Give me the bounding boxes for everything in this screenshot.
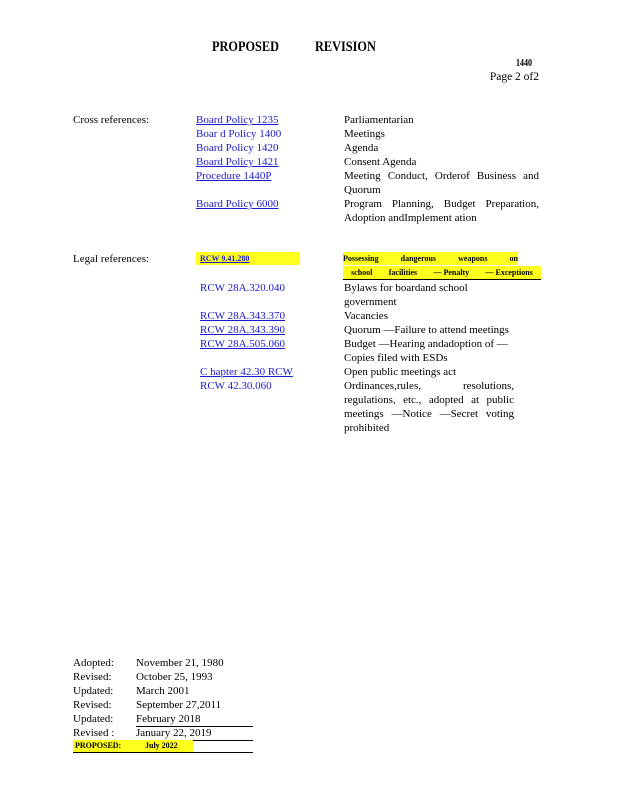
cross-ref-link[interactable]: Board Policy 1235 [196,114,279,126]
cross-ref-link[interactable]: Board Policy 1421 [196,156,279,168]
highlight-word: school [351,268,373,277]
policy-number: 1440 [516,58,532,69]
history-label: Revised : [73,727,115,739]
history-label: PROPOSED: [75,741,122,750]
proposed-row [73,740,253,753]
legal-ref-link[interactable]: RCW 28A.505.060 [200,338,286,350]
cross-ref-link[interactable]: Board Policy 1420 [196,142,279,154]
highlight-word: dangerous [400,254,437,263]
history-label: Updated: [73,713,114,725]
legal-ref-link[interactable]: RCW 28A.320.040 [200,282,286,294]
legal-ref-link[interactable]: RCW 42.30.060 [200,380,272,392]
page-indicator: Page 2 of2 [489,71,539,83]
highlight-word: Possessing [343,254,379,263]
legal-ref-desc: Budget —Hearing andadoption of — Copies filed with ESDs [344,338,508,364]
history-date: July 2022 [145,741,178,750]
cross-references-label: Cross references: [73,114,150,126]
cross-ref-desc: Meetings [344,128,385,140]
highlight-word: facilities [388,268,418,277]
highlighted-desc-line1 [343,252,518,265]
cross-ref-desc: Program Planning, Budget Preparation, Adoption andImplement ation [344,198,539,224]
legal-ref-link[interactable]: RCW 28A.343.370 [200,310,286,322]
legal-references-label: Legal references: [73,253,150,265]
title-proposed: PROPOSED [212,39,279,55]
history-date: September 27,2011 [136,699,222,711]
highlighted-rcw-link[interactable]: RCW 9.41.280 [196,252,300,265]
cross-ref-desc: Agenda [344,142,379,154]
highlight-word: on [509,254,518,263]
legal-ref-link[interactable]: C hapter 42.30 RCW [200,366,293,378]
cross-ref-link[interactable]: Procedure 1440P [196,170,272,182]
legal-ref-desc: Ordinances,rules, resolutions, regulations, etc., adopted at public meetings —Notice —Secret voting prohibited [344,380,514,434]
legal-ref-desc: Open public meetings act [344,366,457,378]
history-date: February 2018 [136,712,253,727]
legal-ref-link[interactable]: RCW 28A.343.390 [200,324,286,336]
history-label: Adopted: [73,657,114,669]
history-date: January 22, 2019 [136,726,253,741]
highlighted-desc-line2 [343,266,541,280]
cross-ref-desc: Meeting Conduct, Orderof Business and Quorum [344,170,539,196]
cross-ref-link[interactable]: Board Policy 6000 [196,198,279,210]
history-label: Revised: [73,671,112,683]
history-label: Updated: [73,685,114,697]
history-date: March 2001 [136,685,190,697]
history-date: October 25, 1993 [136,671,213,683]
highlight-word: weapons [458,254,488,263]
highlight-word: — Penalty [433,268,470,277]
legal-ref-desc: Vacancies [344,310,388,322]
cross-ref-desc: Consent Agenda [344,156,417,168]
cross-ref-desc: Parliamentarian [344,114,414,126]
history-date: November 21, 1980 [136,657,224,669]
highlight-word: — Exceptions [485,268,533,277]
title-revision: REVISION [315,39,376,55]
legal-ref-desc: Bylaws for boardand school government [344,282,468,308]
cross-ref-link[interactable]: Boar d Policy 1400 [196,128,282,140]
history-label: Revised: [73,699,112,711]
legal-ref-desc: Quorum —Failure to attend meetings [344,324,509,336]
